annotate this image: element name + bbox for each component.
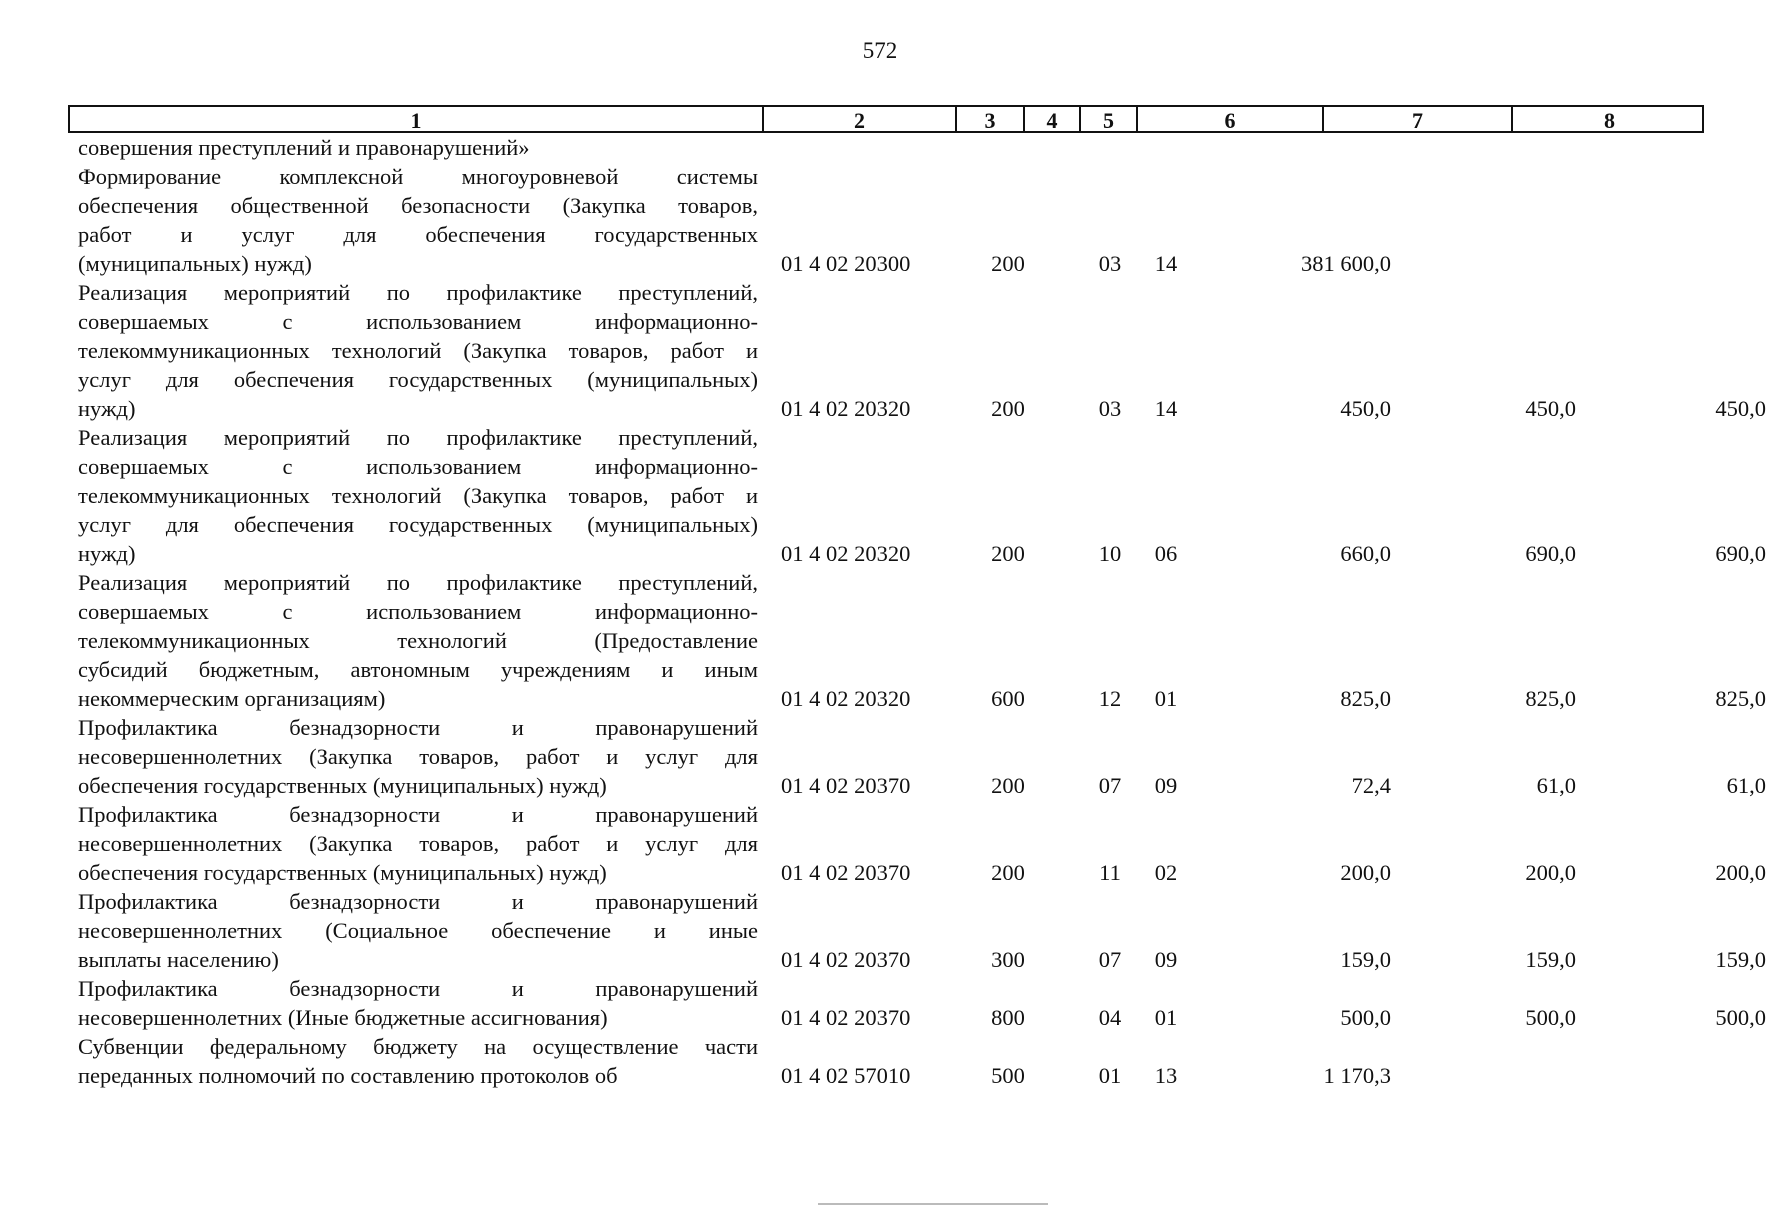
header-col-4: 4 — [1023, 107, 1079, 131]
row-description-line: телекоммуникационных технологий (Предоставление — [78, 628, 758, 653]
row-code: 01 4 02 20370 — [781, 1005, 911, 1030]
row-col-8: 825,0 — [1715, 686, 1766, 711]
row-code: 01 4 02 20370 — [781, 947, 911, 972]
page-number: 572 — [862, 38, 898, 63]
row-col-5: 09 — [1154, 947, 1178, 972]
row-col-6: 72,4 — [1351, 773, 1391, 798]
row-col-4: 03 — [1098, 396, 1122, 421]
row-col-3: 200 — [991, 860, 1025, 885]
intro-line: совершения преступлений и правонарушений» — [78, 135, 530, 160]
header-col-5: 5 — [1079, 107, 1136, 131]
row-col-8: 61,0 — [1726, 773, 1766, 798]
row-col-8: 450,0 — [1715, 396, 1766, 421]
row-col-5: 14 — [1154, 251, 1178, 276]
row-col-5: 01 — [1154, 686, 1178, 711]
row-code: 01 4 02 20370 — [781, 860, 911, 885]
row-col-3: 300 — [991, 947, 1025, 972]
row-description-line: Реализация мероприятий по профилактике преступлений, — [78, 570, 758, 595]
row-col-7: 450,0 — [1525, 396, 1576, 421]
header-col-8: 8 — [1511, 107, 1706, 131]
row-description-line: несовершеннолетних (Социальное обеспечение и иные — [78, 918, 758, 943]
table-row — [78, 1032, 758, 1090]
row-description-line: Профилактика безнадзорности и правонарушений — [78, 889, 758, 914]
row-col-3: 200 — [991, 251, 1025, 276]
row-description-line: выплаты населению) — [78, 947, 279, 972]
header-col-2: 2 — [762, 107, 955, 131]
row-description-line: работ и услуг для обеспечения государственных — [78, 222, 758, 247]
row-col-5: 02 — [1154, 860, 1178, 885]
row-description-line: обеспечения государственных (муниципальных) нужд) — [78, 773, 607, 798]
row-col-6: 200,0 — [1340, 860, 1391, 885]
row-description-line: Профилактика безнадзорности и правонарушений — [78, 802, 758, 827]
table-header — [68, 105, 1704, 133]
row-description-line: совершаемых с использованием информационно- — [78, 454, 758, 479]
row-col-6: 450,0 — [1340, 396, 1391, 421]
row-col-5: 09 — [1154, 773, 1178, 798]
row-col-4: 03 — [1098, 251, 1122, 276]
row-col-4: 07 — [1098, 773, 1122, 798]
row-col-7: 690,0 — [1525, 541, 1576, 566]
row-col-7: 200,0 — [1525, 860, 1576, 885]
row-col-7: 159,0 — [1525, 947, 1576, 972]
row-code: 01 4 02 20300 — [781, 251, 911, 276]
row-description-line: Профилактика безнадзорности и правонарушений — [78, 976, 758, 1001]
table-row — [78, 800, 758, 887]
row-description-line: нужд) — [78, 541, 136, 566]
row-code: 01 4 02 20320 — [781, 541, 911, 566]
header-col-6: 6 — [1136, 107, 1322, 131]
row-col-4: 01 — [1098, 1063, 1122, 1088]
row-col-3: 600 — [991, 686, 1025, 711]
row-col-6: 660,0 — [1340, 541, 1391, 566]
row-col-5: 01 — [1154, 1005, 1178, 1030]
row-col-3: 800 — [991, 1005, 1025, 1030]
row-description-line: Субвенции федеральному бюджету на осуществление части — [78, 1034, 758, 1059]
row-col-8: 159,0 — [1715, 947, 1766, 972]
row-col-4: 12 — [1098, 686, 1122, 711]
row-description-line: телекоммуникационных технологий (Закупка товаров, работ и — [78, 338, 758, 363]
row-description-line: услуг для обеспечения государственных (муниципальных) — [78, 367, 758, 392]
header-col-3: 3 — [955, 107, 1023, 131]
header-col-7: 7 — [1322, 107, 1511, 131]
row-col-3: 200 — [991, 396, 1025, 421]
row-description-line: телекоммуникационных технологий (Закупка товаров, работ и — [78, 483, 758, 508]
row-description-line: Реализация мероприятий по профилактике преступлений, — [78, 425, 758, 450]
row-description-line: (муниципальных) нужд) — [78, 251, 312, 276]
row-col-5: 14 — [1154, 396, 1178, 421]
row-col-4: 10 — [1098, 541, 1122, 566]
row-description-line: некоммерческим организациям) — [78, 686, 386, 711]
row-col-6: 825,0 — [1340, 686, 1391, 711]
row-col-7: 61,0 — [1536, 773, 1576, 798]
row-description-line: субсидий бюджетным, автономным учреждениям и иным — [78, 657, 758, 682]
row-col-5: 13 — [1154, 1063, 1178, 1088]
row-col-6: 500,0 — [1340, 1005, 1391, 1030]
row-col-4: 04 — [1098, 1005, 1122, 1030]
row-description-line: совершаемых с использованием информационно- — [78, 309, 758, 334]
header-col-1: 1 — [410, 108, 422, 133]
row-code: 01 4 02 57010 — [781, 1063, 911, 1088]
table-row — [78, 423, 758, 568]
row-col-6: 381 600,0 — [1301, 251, 1391, 276]
row-description-line: Профилактика безнадзорности и правонарушений — [78, 715, 758, 740]
row-code: 01 4 02 20370 — [781, 773, 911, 798]
row-col-8: 200,0 — [1715, 860, 1766, 885]
row-col-4: 11 — [1099, 860, 1121, 885]
row-description-line: переданных полномочий по составлению протоколов об — [78, 1063, 618, 1088]
row-description-line: Формирование комплексной многоуровневой системы — [78, 164, 758, 189]
row-description-line: услуг для обеспечения государственных (муниципальных) — [78, 512, 758, 537]
row-col-3: 200 — [991, 541, 1025, 566]
row-col-8: 690,0 — [1715, 541, 1766, 566]
row-code: 01 4 02 20320 — [781, 396, 911, 421]
row-col-3: 200 — [991, 773, 1025, 798]
table-row — [78, 278, 758, 423]
table-row — [78, 974, 758, 1032]
row-col-3: 500 — [991, 1063, 1025, 1088]
row-col-5: 06 — [1154, 541, 1178, 566]
row-code: 01 4 02 20320 — [781, 686, 911, 711]
row-col-7: 500,0 — [1525, 1005, 1576, 1030]
row-description-line: нужд) — [78, 396, 136, 421]
table-row — [78, 568, 758, 713]
row-col-8: 500,0 — [1715, 1005, 1766, 1030]
row-description-line: Реализация мероприятий по профилактике преступлений, — [78, 280, 758, 305]
table-row — [78, 887, 758, 974]
table-row — [78, 162, 758, 278]
row-description-line: обеспечения государственных (муниципальных) нужд) — [78, 860, 607, 885]
row-description-line: совершаемых с использованием информационно- — [78, 599, 758, 624]
row-description-line: несовершеннолетних (Закупка товаров, работ и услуг для — [78, 831, 758, 856]
row-col-6: 159,0 — [1340, 947, 1391, 972]
row-col-4: 07 — [1098, 947, 1122, 972]
row-col-7: 825,0 — [1525, 686, 1576, 711]
row-col-6: 1 170,3 — [1323, 1063, 1391, 1088]
table-row — [78, 713, 758, 800]
row-description-line: несовершеннолетних (Иные бюджетные ассигнования) — [78, 1005, 608, 1030]
row-description-line: обеспечения общественной безопасности (Закупка товаров, — [78, 193, 758, 218]
row-description-line: несовершеннолетних (Закупка товаров, работ и услуг для — [78, 744, 758, 769]
